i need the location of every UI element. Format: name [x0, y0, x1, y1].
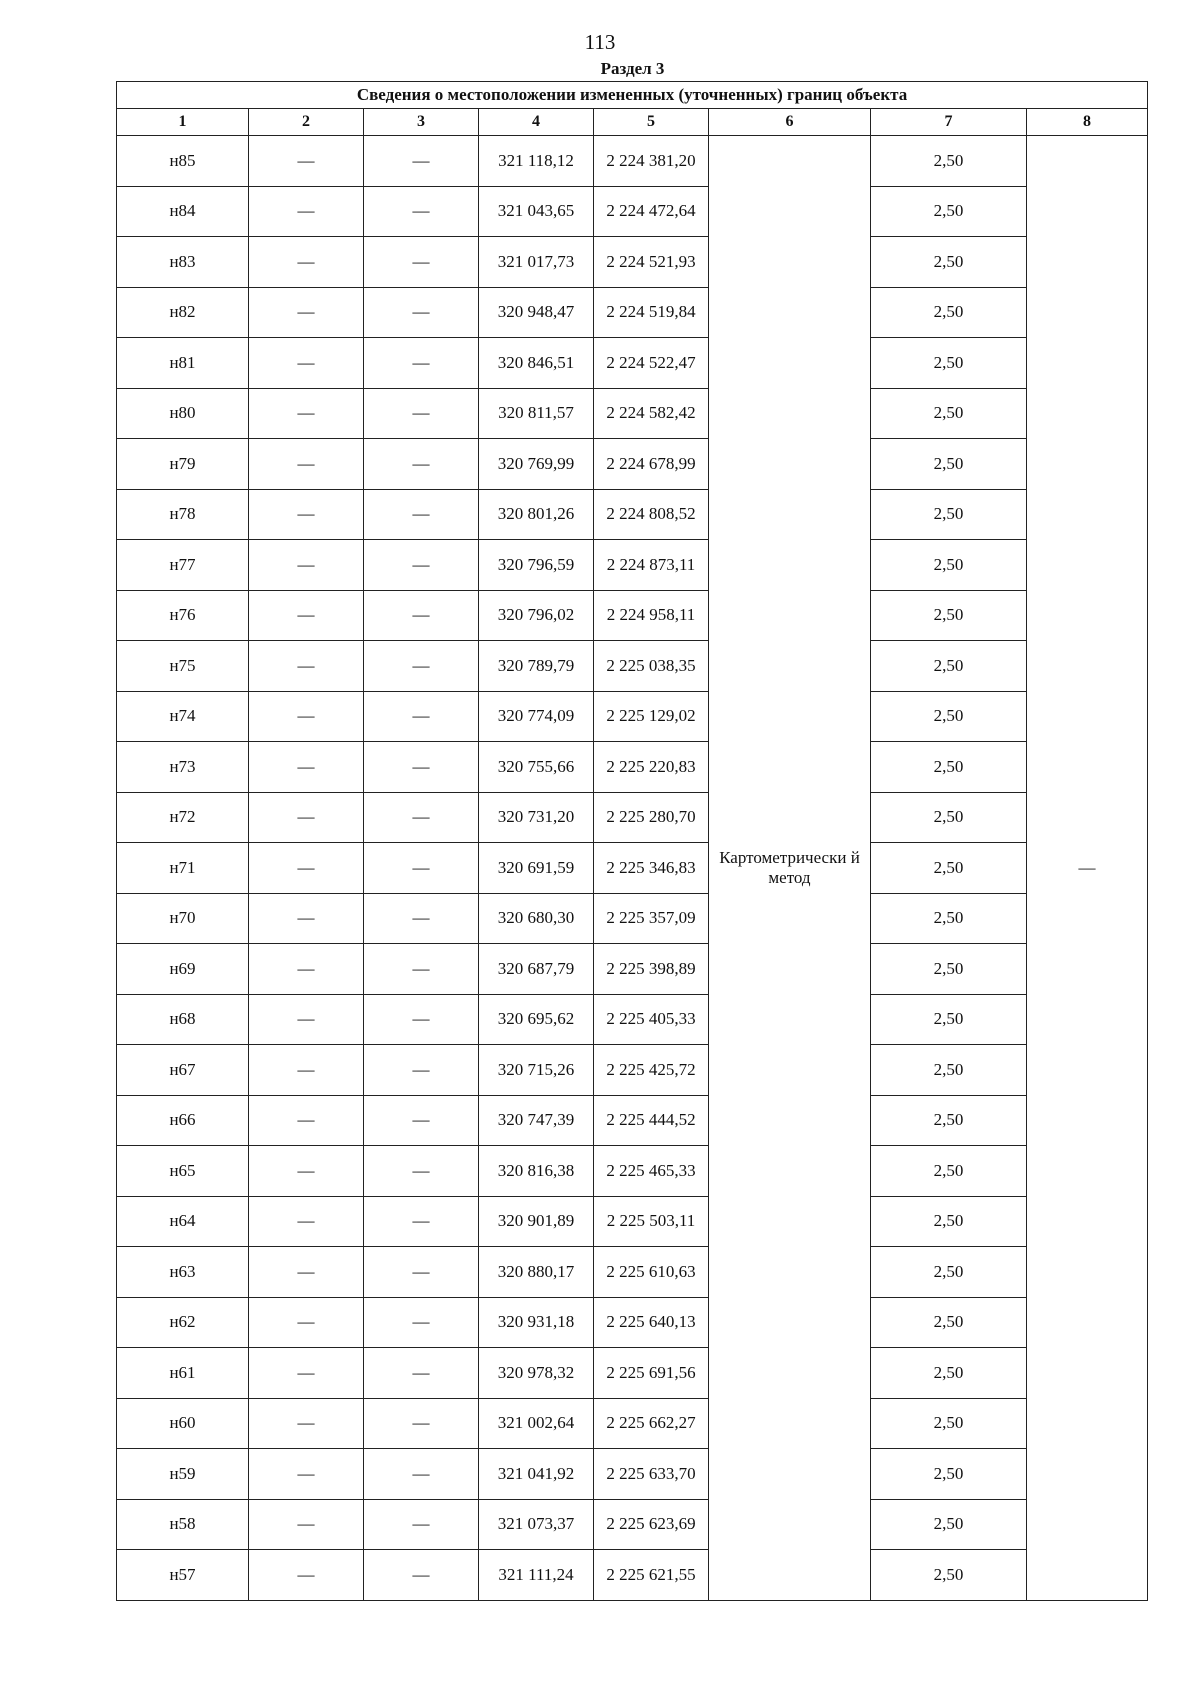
col3-value: — [364, 1045, 479, 1096]
col2-value: — [249, 136, 364, 187]
col2-value: — [249, 287, 364, 338]
accuracy-value: 2,50 [871, 641, 1027, 692]
y-coordinate: 2 224 519,84 [594, 287, 709, 338]
accuracy-value: 2,50 [871, 691, 1027, 742]
column-number-4: 4 [479, 109, 594, 136]
y-coordinate: 2 224 808,52 [594, 489, 709, 540]
col3-value: — [364, 1499, 479, 1550]
x-coordinate: 321 073,37 [479, 1499, 594, 1550]
accuracy-value: 2,50 [871, 994, 1027, 1045]
col3-value: — [364, 1196, 479, 1247]
point-name: н83 [117, 237, 249, 288]
col3-value: — [364, 792, 479, 843]
col2-value: — [249, 843, 364, 894]
y-coordinate: 2 225 623,69 [594, 1499, 709, 1550]
accuracy-value: 2,50 [871, 1045, 1027, 1096]
col2-value: — [249, 1297, 364, 1348]
table-row [117, 1449, 1148, 1500]
column-number-5: 5 [594, 109, 709, 136]
table-row [117, 944, 1148, 995]
accuracy-value: 2,50 [871, 237, 1027, 288]
col2-value: — [249, 1196, 364, 1247]
x-coordinate: 321 118,12 [479, 136, 594, 187]
point-name: н75 [117, 641, 249, 692]
x-coordinate: 320 978,32 [479, 1348, 594, 1399]
coordinates-table [116, 81, 1148, 1601]
accuracy-value: 2,50 [871, 893, 1027, 944]
point-name: н58 [117, 1499, 249, 1550]
x-coordinate: 320 747,39 [479, 1095, 594, 1146]
point-name: н70 [117, 893, 249, 944]
x-coordinate: 320 731,20 [479, 792, 594, 843]
point-name: н59 [117, 1449, 249, 1500]
x-coordinate: 321 043,65 [479, 186, 594, 237]
y-coordinate: 2 225 357,09 [594, 893, 709, 944]
point-name: н81 [117, 338, 249, 389]
y-coordinate: 2 225 398,89 [594, 944, 709, 995]
y-coordinate: 2 224 873,11 [594, 540, 709, 591]
x-coordinate: 321 111,24 [479, 1550, 594, 1601]
col3-value: — [364, 540, 479, 591]
col3-value: — [364, 1398, 479, 1449]
y-coordinate: 2 225 220,83 [594, 742, 709, 793]
column-number-2: 2 [249, 109, 364, 136]
table-row [117, 1146, 1148, 1197]
point-name: н80 [117, 388, 249, 439]
accuracy-value: 2,50 [871, 186, 1027, 237]
y-coordinate: 2 225 280,70 [594, 792, 709, 843]
col2-value: — [249, 1045, 364, 1096]
point-name: н73 [117, 742, 249, 793]
table-row [117, 994, 1148, 1045]
col3-value: — [364, 338, 479, 389]
table-row [117, 590, 1148, 641]
col3-value: — [364, 489, 479, 540]
accuracy-value: 2,50 [871, 1348, 1027, 1399]
point-name: н82 [117, 287, 249, 338]
col3-value: — [364, 994, 479, 1045]
accuracy-value: 2,50 [871, 1550, 1027, 1601]
accuracy-value: 2,50 [871, 1398, 1027, 1449]
col3-value: — [364, 742, 479, 793]
y-coordinate: 2 225 662,27 [594, 1398, 709, 1449]
point-name: н77 [117, 540, 249, 591]
col2-value: — [249, 641, 364, 692]
accuracy-value: 2,50 [871, 338, 1027, 389]
col2-value: — [249, 388, 364, 439]
table-row [117, 136, 1148, 187]
y-coordinate: 2 225 129,02 [594, 691, 709, 742]
y-coordinate: 2 224 522,47 [594, 338, 709, 389]
col2-value: — [249, 1095, 364, 1146]
table-row [117, 439, 1148, 490]
y-coordinate: 2 225 621,55 [594, 1550, 709, 1601]
x-coordinate: 320 931,18 [479, 1297, 594, 1348]
column-number-6: 6 [709, 109, 871, 136]
col3-value: — [364, 1297, 479, 1348]
column-number-7: 7 [871, 109, 1027, 136]
col2-value: — [249, 1247, 364, 1298]
point-name: н65 [117, 1146, 249, 1197]
x-coordinate: 320 774,09 [479, 691, 594, 742]
accuracy-value: 2,50 [871, 388, 1027, 439]
x-coordinate: 320 796,02 [479, 590, 594, 641]
point-name: н84 [117, 186, 249, 237]
point-name: н63 [117, 1247, 249, 1298]
y-coordinate: 2 225 503,11 [594, 1196, 709, 1247]
point-name: н76 [117, 590, 249, 641]
col3-value: — [364, 1095, 479, 1146]
table-row [117, 540, 1148, 591]
col3-value: — [364, 1449, 479, 1500]
col3-value: — [364, 590, 479, 641]
point-name: н66 [117, 1095, 249, 1146]
point-name: н61 [117, 1348, 249, 1399]
accuracy-value: 2,50 [871, 540, 1027, 591]
col3-value: — [364, 136, 479, 187]
col2-value: — [249, 893, 364, 944]
col2-value: — [249, 944, 364, 995]
point-name: н64 [117, 1196, 249, 1247]
col3-value: — [364, 691, 479, 742]
accuracy-value: 2,50 [871, 1297, 1027, 1348]
y-coordinate: 2 225 425,72 [594, 1045, 709, 1096]
col3-value: — [364, 1348, 479, 1399]
y-coordinate: 2 225 691,56 [594, 1348, 709, 1399]
col2-value: — [249, 1550, 364, 1601]
y-coordinate: 2 224 678,99 [594, 439, 709, 490]
table-row [117, 489, 1148, 540]
y-coordinate: 2 224 381,20 [594, 136, 709, 187]
y-coordinate: 2 225 038,35 [594, 641, 709, 692]
accuracy-value: 2,50 [871, 792, 1027, 843]
x-coordinate: 321 041,92 [479, 1449, 594, 1500]
table-row [117, 641, 1148, 692]
point-name: н85 [117, 136, 249, 187]
table-row [117, 691, 1148, 742]
accuracy-value: 2,50 [871, 1499, 1027, 1550]
accuracy-value: 2,50 [871, 489, 1027, 540]
table-row [117, 843, 1148, 894]
point-name: н60 [117, 1398, 249, 1449]
point-name: н68 [117, 994, 249, 1045]
col3-value: — [364, 287, 479, 338]
col2-value: — [249, 691, 364, 742]
col2-value: — [249, 338, 364, 389]
column-number-8: 8 [1027, 109, 1148, 136]
y-coordinate: 2 224 582,42 [594, 388, 709, 439]
col2-value: — [249, 994, 364, 1045]
col2-value: — [249, 1348, 364, 1399]
x-coordinate: 320 687,79 [479, 944, 594, 995]
table-caption-row [117, 82, 1148, 109]
col2-value: — [249, 439, 364, 490]
accuracy-value: 2,50 [871, 1196, 1027, 1247]
col3-value: — [364, 439, 479, 490]
col2-value: — [249, 1449, 364, 1500]
x-coordinate: 320 789,79 [479, 641, 594, 692]
table-row [117, 237, 1148, 288]
accuracy-value: 2,50 [871, 843, 1027, 894]
col3-value: — [364, 1146, 479, 1197]
x-coordinate: 320 691,59 [479, 843, 594, 894]
col3-value: — [364, 641, 479, 692]
accuracy-value: 2,50 [871, 136, 1027, 187]
table-row [117, 388, 1148, 439]
table-row [117, 1550, 1148, 1601]
accuracy-value: 2,50 [871, 590, 1027, 641]
col8-value: — [1027, 136, 1148, 1601]
table-row [117, 1247, 1148, 1298]
y-coordinate: 2 225 346,83 [594, 843, 709, 894]
col3-value: — [364, 237, 479, 288]
accuracy-value: 2,50 [871, 944, 1027, 995]
col2-value: — [249, 1146, 364, 1197]
point-name: н78 [117, 489, 249, 540]
point-name: н67 [117, 1045, 249, 1096]
accuracy-value: 2,50 [871, 742, 1027, 793]
col2-value: — [249, 1499, 364, 1550]
y-coordinate: 2 225 610,63 [594, 1247, 709, 1298]
col3-value: — [364, 1550, 479, 1601]
col3-value: — [364, 1247, 479, 1298]
col2-value: — [249, 792, 364, 843]
method-cell: Картометрически й метод [709, 136, 871, 1601]
x-coordinate: 320 755,66 [479, 742, 594, 793]
col2-value: — [249, 590, 364, 641]
x-coordinate: 321 017,73 [479, 237, 594, 288]
column-number-3: 3 [364, 109, 479, 136]
table-row [117, 1095, 1148, 1146]
col3-value: — [364, 893, 479, 944]
table-row [117, 338, 1148, 389]
table-row [117, 1196, 1148, 1247]
table-row [117, 1297, 1148, 1348]
y-coordinate: 2 225 405,33 [594, 994, 709, 1045]
accuracy-value: 2,50 [871, 1095, 1027, 1146]
point-name: н79 [117, 439, 249, 490]
table-row [117, 1348, 1148, 1399]
table-row [117, 1499, 1148, 1550]
table-row [117, 792, 1148, 843]
x-coordinate: 320 948,47 [479, 287, 594, 338]
x-coordinate: 320 811,57 [479, 388, 594, 439]
col3-value: — [364, 186, 479, 237]
column-numbers-row [117, 109, 1148, 136]
page-number: 113 [584, 30, 616, 54]
x-coordinate: 321 002,64 [479, 1398, 594, 1449]
table-caption: Сведения о местоположении измененных (уточненных) границ объекта [117, 82, 1148, 109]
col2-value: — [249, 540, 364, 591]
y-coordinate: 2 225 640,13 [594, 1297, 709, 1348]
x-coordinate: 320 695,62 [479, 994, 594, 1045]
x-coordinate: 320 801,26 [479, 489, 594, 540]
point-name: н74 [117, 691, 249, 742]
table-row [117, 186, 1148, 237]
y-coordinate: 2 225 444,52 [594, 1095, 709, 1146]
x-coordinate: 320 816,38 [479, 1146, 594, 1197]
col2-value: — [249, 186, 364, 237]
accuracy-value: 2,50 [871, 439, 1027, 490]
section-title: Раздел 3 [600, 59, 665, 78]
y-coordinate: 2 225 633,70 [594, 1449, 709, 1500]
accuracy-value: 2,50 [871, 287, 1027, 338]
table-row [117, 287, 1148, 338]
col2-value: — [249, 1398, 364, 1449]
col3-value: — [364, 944, 479, 995]
table-row [117, 1398, 1148, 1449]
y-coordinate: 2 224 958,11 [594, 590, 709, 641]
x-coordinate: 320 769,99 [479, 439, 594, 490]
col3-value: — [364, 843, 479, 894]
x-coordinate: 320 880,17 [479, 1247, 594, 1298]
accuracy-value: 2,50 [871, 1449, 1027, 1500]
x-coordinate: 320 901,89 [479, 1196, 594, 1247]
y-coordinate: 2 224 472,64 [594, 186, 709, 237]
col3-value: — [364, 388, 479, 439]
x-coordinate: 320 715,26 [479, 1045, 594, 1096]
column-number-1: 1 [117, 109, 249, 136]
table-row [117, 893, 1148, 944]
col2-value: — [249, 489, 364, 540]
accuracy-value: 2,50 [871, 1146, 1027, 1197]
point-name: н62 [117, 1297, 249, 1348]
x-coordinate: 320 680,30 [479, 893, 594, 944]
y-coordinate: 2 225 465,33 [594, 1146, 709, 1197]
table-body [117, 82, 1148, 1601]
point-name: н57 [117, 1550, 249, 1601]
table-row [117, 1045, 1148, 1096]
y-coordinate: 2 224 521,93 [594, 237, 709, 288]
point-name: н71 [117, 843, 249, 894]
point-name: н72 [117, 792, 249, 843]
table-row [117, 742, 1148, 793]
col2-value: — [249, 742, 364, 793]
col2-value: — [249, 237, 364, 288]
point-name: н69 [117, 944, 249, 995]
x-coordinate: 320 846,51 [479, 338, 594, 389]
accuracy-value: 2,50 [871, 1247, 1027, 1298]
x-coordinate: 320 796,59 [479, 540, 594, 591]
